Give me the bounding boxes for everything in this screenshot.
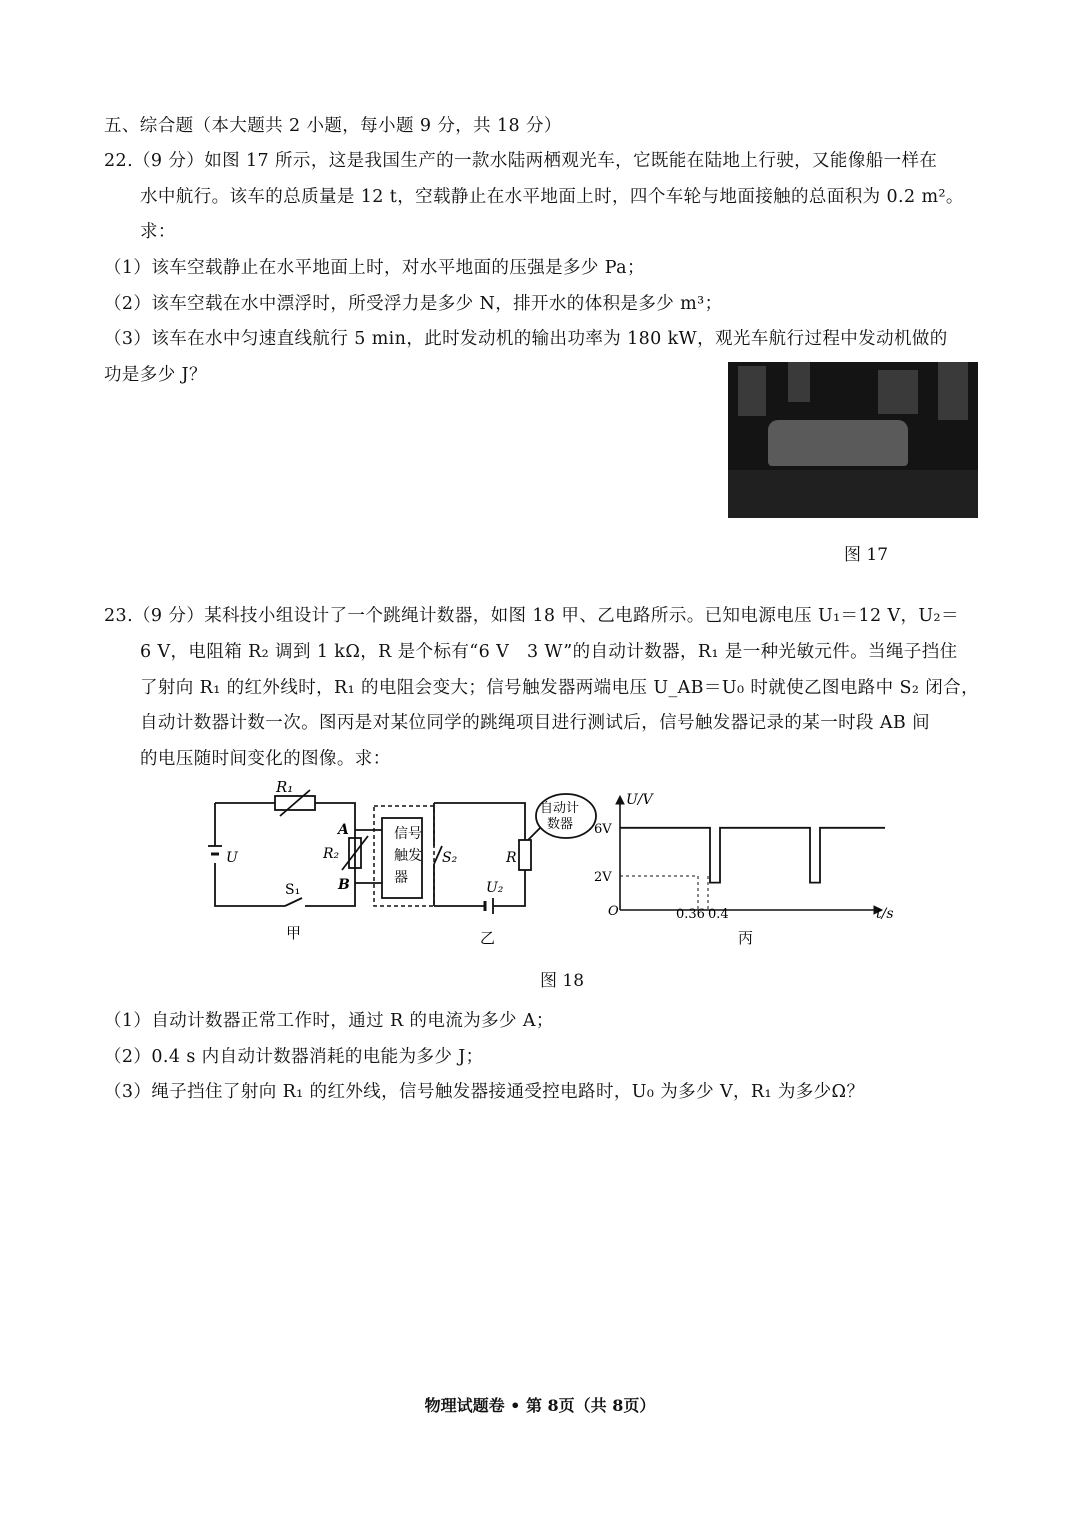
graph-ylabel: U/V (626, 792, 653, 808)
circuit-jia (208, 790, 422, 906)
figure-17-label: 图 17 (844, 545, 889, 565)
graph-ytick-2v: 2V (594, 870, 612, 885)
trigger-char-1: 信 (394, 826, 408, 842)
amphibious-vehicle-photo (728, 362, 978, 518)
figure-18-diagram (210, 778, 910, 958)
q23-line-1: 23.（9 分）某科技小组设计了一个跳绳计数器，如图 18 甲、乙电路所示。已知电源电压 U₁＝12 V，U₂＝ (104, 606, 959, 626)
q22-line-3: 求： (140, 222, 176, 242)
counter-text-2: 数器 (547, 817, 574, 832)
label-r2: R₂ (323, 846, 340, 862)
label-u: U (226, 850, 238, 866)
graph-bing (616, 796, 885, 914)
label-a: A (338, 822, 349, 838)
graph-origin: O (608, 904, 619, 919)
figure-18-label: 图 18 (540, 971, 585, 991)
voltage-series-line (620, 828, 885, 883)
q22-sub-3-cont: 功是多少 J？ (104, 365, 207, 385)
label-s1: S₁ (285, 882, 301, 898)
counter-text-1: 自动计 (540, 801, 580, 816)
q22-sub-1: （1）该车空载静止在水平地面上时，对水平地面的压强是多少 Pa； (104, 258, 645, 278)
q23-line-2: 6 V，电阻箱 R₂ 调到 1 kΩ，R 是个标有“6 V 3 W”的自动计数器，R₁ 是一种光敏元件。当绳子挡住 (140, 642, 958, 662)
q23-line-5: 的电压随时间变化的图像。求： (140, 749, 391, 769)
trigger-char-5: 器 (394, 870, 408, 886)
label-r1: R₁ (276, 778, 294, 796)
label-r: R (506, 850, 517, 866)
page-footer: 物理试题卷 • 第 8页（共 8页） (424, 1396, 656, 1415)
section-title: 五、综合题（本大题共 2 小题，每小题 9 分，共 18 分） (104, 116, 562, 136)
q23-line-4: 自动计数器计数一次。图丙是对某位同学的跳绳项目进行测试后，信号触发器记录的某一时段 AB 间 (140, 713, 931, 733)
q22-sub-3: （3）该车在水中匀速直线航行 5 min，此时发动机的输出功率为 180 kW，观光车航行过程中发动机做的 (104, 329, 948, 349)
trigger-char-3: 触 (394, 848, 408, 864)
q23-sub-1: （1）自动计数器正常工作时，通过 R 的电流为多少 A； (104, 1011, 554, 1031)
q23-sub-3: （3）绳子挡住了射向 R₁ 的红外线，信号触发器接通受控电路时，U₀ 为多少 V，R₁ 为多少Ω？ (104, 1082, 865, 1102)
label-jia: 甲 (286, 924, 302, 942)
label-b: B (338, 877, 350, 893)
q23-sub-2: （2）0.4 s 内自动计数器消耗的电能为多少 J； (104, 1047, 484, 1067)
graph-ytick-6v: 6V (594, 822, 612, 837)
q23-line-3: 了射向 R₁ 的红外线时，R₁ 的电阻会变大；信号触发器两端电压 U_AB＝U₀ 时就使乙图电路中 S₂ 闭合， (140, 678, 979, 698)
label-bing: 丙 (738, 929, 754, 947)
trigger-char-4: 发 (408, 848, 422, 864)
graph-xtick-04: 0.4 (708, 907, 729, 922)
q22-line-2: 水中航行。该车的总质量是 12 t，空载静止在水平地面上时，四个车轮与地面接触的总面积为 0.2 m²。 (140, 187, 964, 207)
q22-line-1: 22.（9 分）如图 17 所示，这是我国生产的一款水陆两栖观光车，它既能在陆地上行驶，又能像船一样在 (104, 151, 938, 171)
trigger-char-2: 号 (408, 826, 422, 842)
label-u2: U₂ (486, 880, 504, 896)
label-s2: S₂ (442, 850, 458, 866)
graph-xlabel: t/s (876, 906, 894, 922)
label-yi: 乙 (480, 929, 496, 947)
q22-sub-2: （2）该车空载在水中漂浮时，所受浮力是多少 N，排开水的体积是多少 m³； (104, 294, 723, 314)
graph-xtick-036: 0.36 (676, 907, 705, 922)
